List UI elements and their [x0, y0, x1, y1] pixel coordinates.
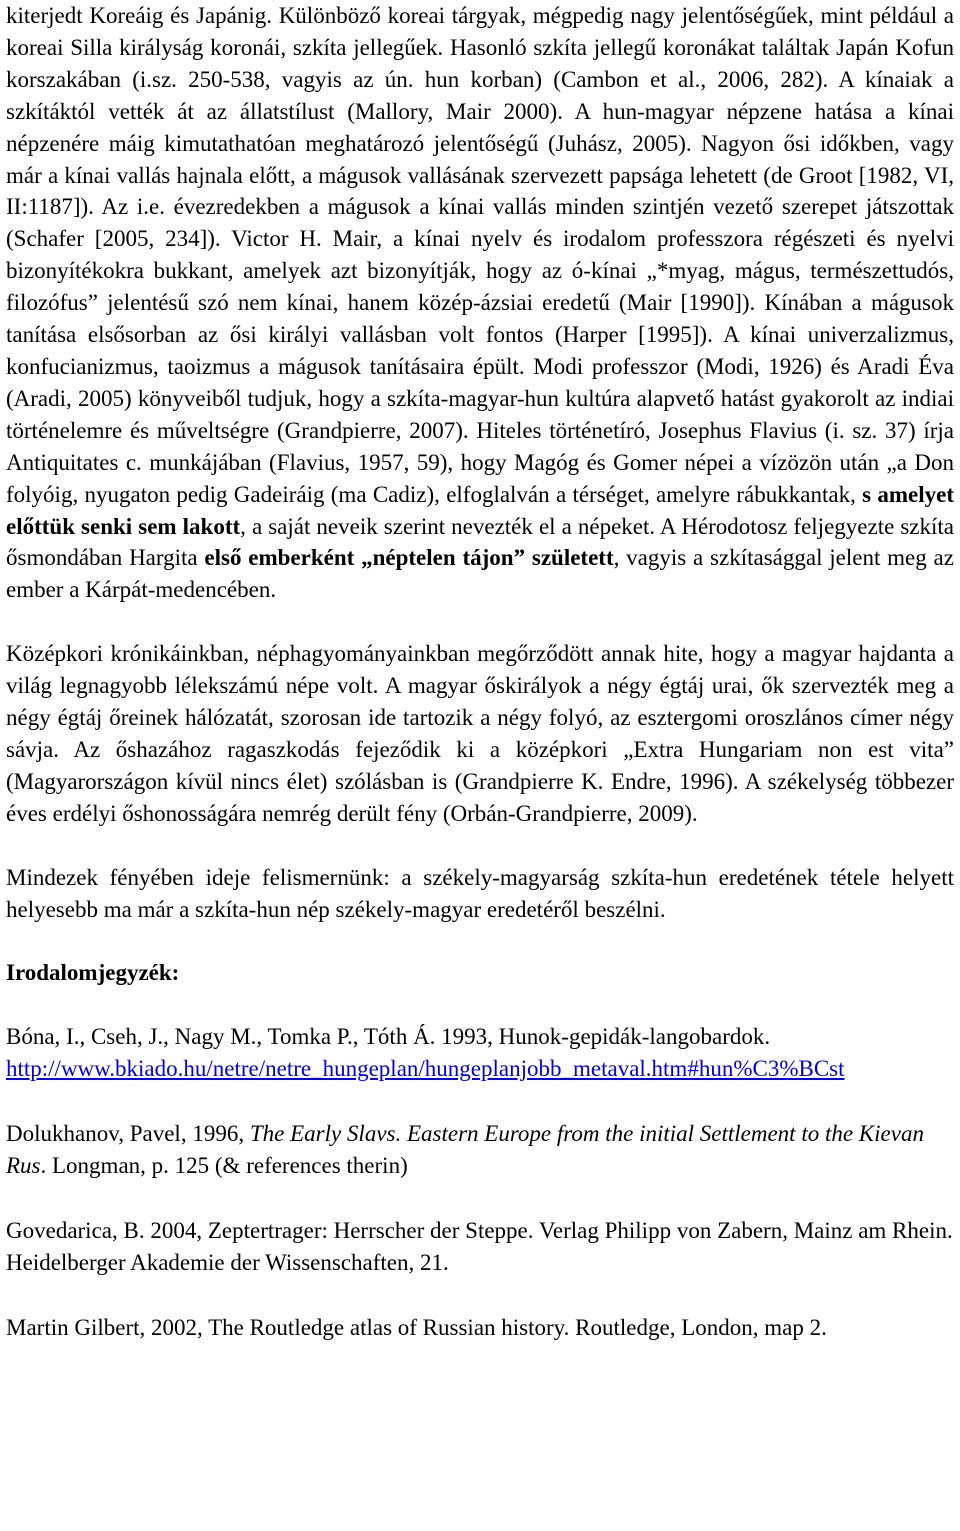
p1-text-2: , a saját neveik szerint nevezték el a népeket. A Hérodotosz feljegyezte szkíta ősmondában Hargita: [6, 513, 955, 571]
p1-text-1: kiterjedt Koreáig és Japánig. Különböző koreai tárgyak, mégpedig nagy jelentőségűek, mint például a koreai Silla királyság koronái, szkíta jellegűek. Hasonló szkíta jellegű koronákat találtak Japán Kofun korszakában (i.sz. 250-538, vagyis az ún. hun korban) (Cambon et al., 2006, 282). A kínaiak a szkítáktól vették át az állatstílust (Mallory, Mair 2000). A hun-magyar népzene hatása a kínai népzenére máig kimutathatóan meghatározó jelentőségű (Juhász, 2005). Nagyon ősi időkben, vagy már a kínai vallás hajnala előtt, a mágusok vallásának szervezett papsága lehetett (de Groot [1982, VI, II:1187]). Az i.e. évezredekben a mágusok a kínai vallás minden szintjén vezető szerepet játszottak (Schafer [2005, 234]). Victor H. Mair, a kínai nyelv és irodalom professzora régészeti és nyelvi bizonyítékokra bukkant, amelyek azt bizonyítják, hogy az ó-kínai „*myag, mágus, természettudós, filozófus” jelentésű szó nem kínai, hanem közép-ázsiai eredetű (Mair [1990]). Kínában a mágusok tanítása elsősorban az ősi királyi vallásban volt fontos (Harper [1995]). A kínai univerzalizmus, konfucianizmus, taoizmus a mágusok tanításaira épült. Modi professzor (Modi, 1926) és Aradi Éva (Aradi, 2005) könyveiből tudjuk, hogy a szkíta-magyar-hun kultúra alapvető hatást gyakorolt az indiai történelemre és műveltségre (Grandpierre, 2007). Hiteles történetíró, Josephus Flavius (i. sz. 37) írja Antiquitates c. munkájában (Flavius, 1957, 59), hogy Magóg és Gomer népei a vízözön után „a Don folyóig, nyugaton pedig Gadeiráig (ma Cadiz), elfoglalván a térséget, amelyre rábukkantak,: [6, 3, 954, 507]
reference-4: Martin Gilbert, 2002, The Routledge atlas of Russian history. Routledge, London, map 2.: [6, 1314, 827, 1340]
reference-1-text: Bóna, I., Cseh, J., Nagy M., Tomka P., Tóth Á. 1993, Hunok-gepidák-langobardok.: [6, 1024, 771, 1050]
body-paragraph-3: Mindezek fényében ideje felismernünk: a székely-magyarság szkíta-hun eredetének tétele helyett helyesebb ma már a szkíta-hun nép székely-magyar eredetéről beszélni.: [6, 864, 954, 922]
reference-2-publisher: . Longman, p. 125 (& references therin): [40, 1153, 408, 1179]
references-heading: Irodalomjegyzék:: [6, 960, 180, 986]
reference-1-link[interactable]: http://www.bkiado.hu/netre/netre_hungeplan/hungeplanjobb_metaval.htm#hun%C3%BCst: [6, 1056, 845, 1082]
reference-2-title: The Early Slavs. Eastern Europe from the initial Settlement to the Kievan Rus: [6, 1121, 924, 1179]
reference-3: Govedarica, B. 2004, Zeptertrager: Herrscher der Steppe. Verlag Philipp von Zabern, Mainz am Rhein. Heidelberger Akademie der Wissenschaften, 21.: [6, 1218, 953, 1275]
document-page: [6, 0, 954, 1344]
p1-bold-2: első emberként „néptelen tájon” született: [204, 545, 614, 571]
reference-2: [6, 1118, 954, 1182]
p1-text-3: , vagyis a szkítasággal jelent meg az ember a Kárpát-medencében.: [6, 545, 954, 603]
reference-1: [6, 1021, 954, 1085]
body-paragraph-2: Középkori krónikáinkban, néphagyományainkban megőrződött annak hite, hogy a magyar hajdanta a világ legnagyobb lélekszámú népe volt. A magyar őskirályok a négy égtáj urai, ők szervezték meg a négy égtáj őreinek hálózatát, szorosan ide tartozik a négy folyó, az esztergomi oroszlános címer négy sávja. Az őshazához ragaszkodás fejeződik ki a középkori „Extra Hungariam non est vita” (Magyarországon kívül nincs élet) szólásban is (Grandpierre K. Endre, 1996). A székelység többezer éves erdélyi őshonosságára nemrég derült fény (Orbán-Grandpierre, 2009).: [6, 641, 954, 826]
body-paragraph-1: [6, 0, 954, 606]
p1-bold-1: s amelyet előttük senki sem lakott: [6, 481, 955, 539]
reference-2-author: Dolukhanov, Pavel, 1996,: [6, 1121, 250, 1147]
